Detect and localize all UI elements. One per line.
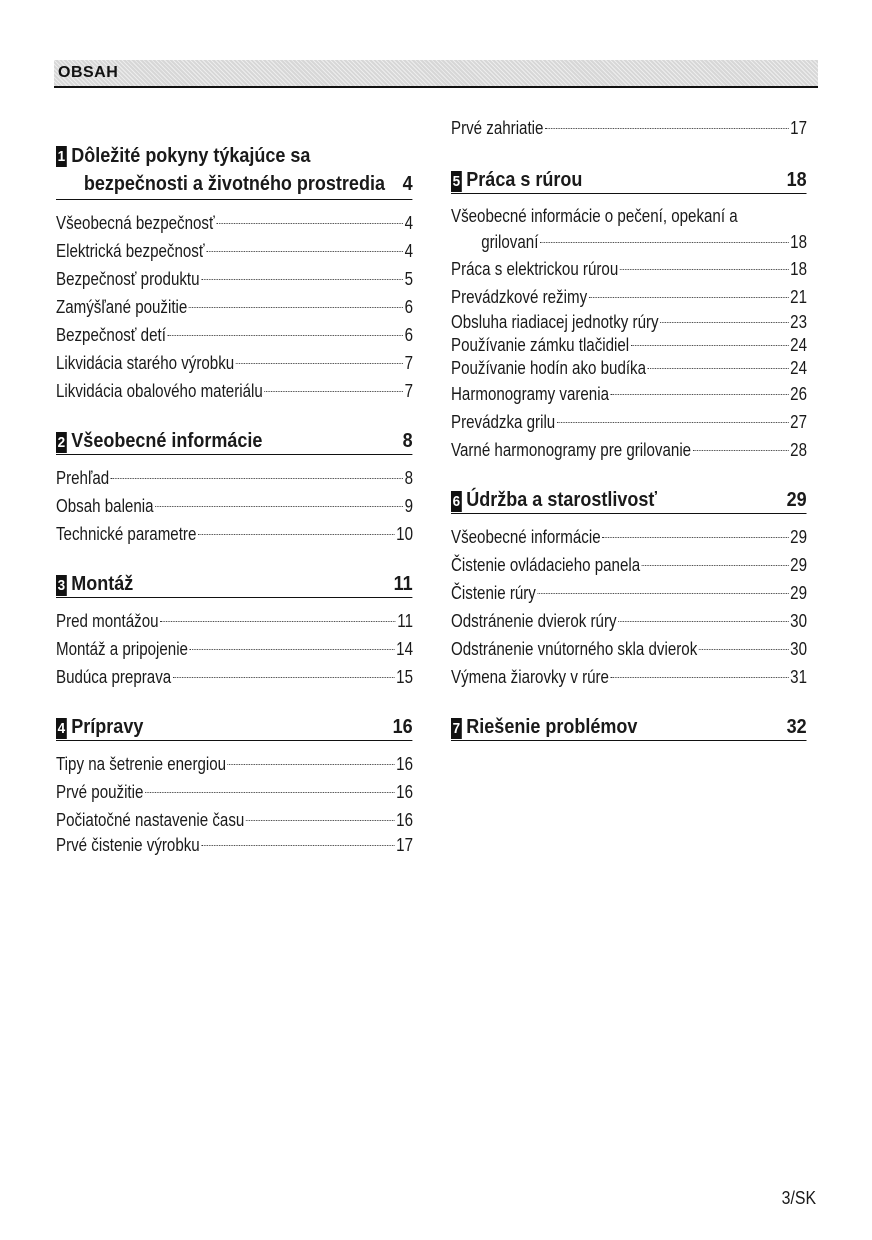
entry-page: 6: [404, 325, 413, 345]
section-heading[interactable]: [56, 572, 413, 598]
section-title: Všeobecné informácie: [71, 430, 263, 452]
entry-label-line2: grilovaní: [481, 232, 539, 252]
section-title: [71, 142, 402, 198]
section-number-badge: 5: [452, 173, 461, 190]
entry-page: 17: [396, 835, 413, 855]
entry-label: Tipy na šetrenie energiou: [56, 754, 227, 774]
entry-page: 16: [396, 782, 413, 802]
section-gap: [56, 405, 413, 429]
entry-page: 21: [790, 287, 808, 307]
toc-entry[interactable]: [56, 377, 413, 405]
entry-page: 11: [397, 611, 413, 631]
section-page-number: 32: [786, 716, 807, 738]
entry-page: 30: [790, 611, 808, 631]
entry-label: Prevádzka grilu: [451, 412, 556, 432]
section-title: Prípravy: [71, 716, 144, 738]
toc-entry[interactable]: [451, 523, 807, 551]
dot-leader: [168, 335, 403, 336]
section-title-line2: bezpečnosti a životného prostredia: [83, 173, 385, 195]
toc-entry[interactable]: [451, 380, 807, 408]
dot-leader: [155, 506, 403, 507]
dot-leader: [611, 677, 789, 678]
entry-page: 27: [790, 412, 808, 432]
entry-label: Prvé zahriatie: [451, 118, 544, 138]
dot-leader: [660, 322, 788, 323]
section-gap: [451, 142, 807, 168]
section-heading[interactable]: [451, 168, 807, 194]
entry-page: 18: [790, 232, 808, 252]
section-page-number: 11: [393, 573, 413, 595]
entry-label-line2-row: [451, 229, 807, 255]
entry-page: 4: [404, 241, 413, 261]
toc-entry[interactable]: [56, 806, 413, 834]
entry-page: 31: [790, 667, 808, 687]
toc-entry[interactable]: [56, 834, 413, 857]
section-number-badge: 1: [57, 148, 66, 165]
entry-page: 24: [790, 358, 808, 378]
entry-page: 7: [404, 381, 413, 401]
section-gap: [56, 691, 413, 715]
entry-page: 7: [404, 353, 413, 373]
section-title: Montáž: [71, 573, 134, 595]
entry-label: Odstránenie dvierok rúry: [451, 611, 617, 631]
dot-leader: [545, 128, 788, 129]
entry-page: 6: [404, 297, 413, 317]
toc-entry[interactable]: [451, 607, 807, 635]
dot-leader: [216, 223, 403, 224]
dot-leader: [602, 537, 788, 538]
section-number-badge: 6: [452, 493, 461, 510]
dot-leader: [618, 621, 788, 622]
toc-entry[interactable]: [56, 265, 413, 293]
dot-leader: [589, 297, 789, 298]
toc-entry[interactable]: [56, 492, 413, 520]
entry-label: Používanie hodín ako budíka: [451, 358, 647, 378]
entry-label: Pred montážou: [56, 611, 159, 631]
dot-leader: [631, 345, 789, 346]
entry-label: Všeobecné informácie: [451, 527, 601, 547]
section-number-badge: 7: [452, 720, 461, 737]
entry-label: Montáž a pripojenie: [56, 639, 188, 659]
toc-entry[interactable]: [56, 321, 413, 349]
entry-page: 15: [396, 667, 413, 687]
entry-list: [451, 203, 807, 464]
entry-label: Zamýšľané použitie: [56, 297, 188, 317]
section-gap: [56, 548, 413, 572]
entry-label: Počiatočné nastavenie času: [56, 810, 245, 830]
section-number-badge: 2: [57, 434, 66, 451]
entry-label: Prehľad: [56, 468, 110, 488]
dot-leader: [264, 391, 402, 392]
entry-list: [56, 750, 413, 857]
toc-entry[interactable]: [451, 635, 807, 663]
dot-leader: [201, 279, 403, 280]
toc-entry[interactable]: [56, 778, 413, 806]
toc-entry[interactable]: [451, 663, 807, 691]
dot-leader: [198, 534, 394, 535]
toc-entry[interactable]: [56, 293, 413, 321]
entry-page: 29: [790, 527, 808, 547]
dot-leader: [538, 593, 789, 594]
section-heading[interactable]: [56, 142, 413, 200]
toc-entry[interactable]: [451, 311, 807, 334]
entry-list: [56, 209, 413, 405]
entry-label: Všeobecná bezpečnosť: [56, 213, 215, 233]
entry-page: 29: [790, 583, 808, 603]
dot-leader: [620, 269, 789, 270]
toc-entry[interactable]: [56, 209, 413, 237]
entry-list: [451, 523, 807, 691]
toc-entry[interactable]: [56, 464, 413, 492]
toc-entry-wrapped[interactable]: [451, 203, 807, 255]
entry-label: Čistenie rúry: [451, 583, 536, 603]
section-number-badge: 3: [57, 577, 66, 594]
entry-label: Prvé čistenie výrobku: [56, 835, 200, 855]
entry-page: 29: [790, 555, 808, 575]
toc-entry[interactable]: [56, 520, 413, 548]
dot-leader: [228, 764, 395, 765]
entry-page: 16: [396, 810, 413, 830]
toc-entry[interactable]: [56, 750, 413, 778]
toc-section-6: [451, 488, 807, 691]
section-number-badge: 4: [57, 720, 66, 737]
dot-leader: [699, 649, 789, 650]
entry-label: Bezpečnosť produktu: [56, 269, 200, 289]
toc-entry[interactable]: [56, 663, 413, 691]
entry-page: 23: [790, 312, 808, 332]
section-page-number: 18: [786, 169, 807, 191]
toc-entry[interactable]: [451, 579, 807, 607]
toc-entry[interactable]: [56, 349, 413, 377]
entry-label: Likvidácia obalového materiálu: [56, 381, 263, 401]
toc-entry[interactable]: [451, 255, 807, 283]
dot-leader: [206, 251, 403, 252]
section-title-line1: Dôležité pokyny týkajúce sa: [71, 145, 311, 167]
entry-page: 9: [404, 496, 413, 516]
entry-label: Odstránenie vnútorného skla dvierok: [451, 639, 698, 659]
dot-leader: [201, 845, 394, 846]
entry-page: 28: [790, 440, 808, 460]
entry-label: Budúca preprava: [56, 667, 172, 687]
header-band: [54, 60, 818, 88]
entry-page: 24: [790, 335, 808, 355]
entry-label: Harmonogramy varenia: [451, 384, 609, 404]
section-heading[interactable]: [451, 715, 807, 741]
entry-label: Prevádzkové režimy: [451, 287, 588, 307]
page-title: OBSAH: [58, 64, 119, 81]
toc-entry[interactable]: [451, 551, 807, 579]
toc-section-5: [451, 168, 807, 464]
section-gap: [451, 464, 807, 488]
section-title: Práca s rúrou: [466, 169, 583, 191]
entry-label: Technické parametre: [56, 524, 197, 544]
toc-section-1: [56, 142, 413, 405]
entry-page: 14: [396, 639, 413, 659]
section-heading[interactable]: [451, 488, 807, 514]
dot-leader: [236, 363, 403, 364]
toc-section-3: [56, 572, 413, 691]
dot-leader: [648, 368, 789, 369]
section-gap: [451, 691, 807, 715]
entry-label-line1: Všeobecné informácie o pečení, opekaní a: [451, 206, 738, 226]
toc-entry[interactable]: [451, 334, 807, 357]
section-heading[interactable]: [56, 429, 413, 455]
entry-label: Výmena žiarovky v rúre: [451, 667, 609, 687]
dot-leader: [145, 792, 394, 793]
entry-label: Obsluha riadiacej jednotky rúry: [451, 312, 659, 332]
entry-page: 18: [790, 259, 808, 279]
toc-entry[interactable]: [56, 237, 413, 265]
entry-page: 4: [404, 213, 413, 233]
entry-label: Bezpečnosť detí: [56, 325, 166, 345]
entry-label: Práca s elektrickou rúrou: [451, 259, 619, 279]
dot-leader: [611, 394, 789, 395]
entry-page: 30: [790, 639, 808, 659]
dot-leader: [693, 450, 789, 451]
dot-leader: [557, 422, 789, 423]
entry-list: [56, 464, 413, 548]
entry-page: 10: [396, 524, 413, 544]
entry-label: Prvé použitie: [56, 782, 144, 802]
section-title: Údržba a starostlivosť: [466, 489, 657, 511]
entry-page: 5: [404, 269, 413, 289]
toc-entry[interactable]: [451, 408, 807, 436]
section-page-number: 8: [402, 430, 413, 452]
entry-label: Čistenie ovládacieho panela: [451, 555, 641, 575]
entry-label: Likvidácia starého výrobku: [56, 353, 235, 373]
page-footer-number: 3/SK: [781, 1188, 816, 1208]
dot-leader: [111, 478, 403, 479]
entry-label: Používanie zámku tlačidiel: [451, 335, 630, 355]
section-page-number: 29: [786, 489, 807, 511]
section-heading[interactable]: [56, 715, 413, 741]
entry-page: 16: [396, 754, 413, 774]
entry-list: [56, 607, 413, 691]
dot-leader: [189, 307, 403, 308]
toc-section-2: [56, 429, 413, 548]
toc-entry[interactable]: [451, 114, 807, 142]
entry-page: 26: [790, 384, 808, 404]
entry-page: 8: [404, 468, 413, 488]
toc-section-7: [451, 715, 807, 741]
section-page-number: 4: [402, 173, 413, 195]
dot-leader: [190, 649, 395, 650]
dot-leader: [540, 242, 788, 243]
toc-entry[interactable]: [56, 607, 413, 635]
dot-leader: [246, 820, 395, 821]
toc-section-4: [56, 715, 413, 857]
toc-entry[interactable]: [56, 635, 413, 663]
dot-leader: [160, 621, 395, 622]
entry-label: Varné harmonogramy pre grilovanie: [451, 440, 692, 460]
dot-leader: [642, 565, 789, 566]
entry-label: Elektrická bezpečnosť: [56, 241, 205, 261]
toc-entry[interactable]: [451, 357, 807, 380]
section-page-number: 16: [392, 716, 413, 738]
dot-leader: [173, 677, 395, 678]
toc-entry[interactable]: [451, 283, 807, 311]
toc-right-column: [451, 114, 807, 741]
entry-label: Obsah balenia: [56, 496, 154, 516]
entry-page: 17: [790, 118, 808, 138]
toc-entry[interactable]: [451, 436, 807, 464]
section-title: Riešenie problémov: [466, 716, 638, 738]
toc-left-column: [56, 142, 413, 857]
